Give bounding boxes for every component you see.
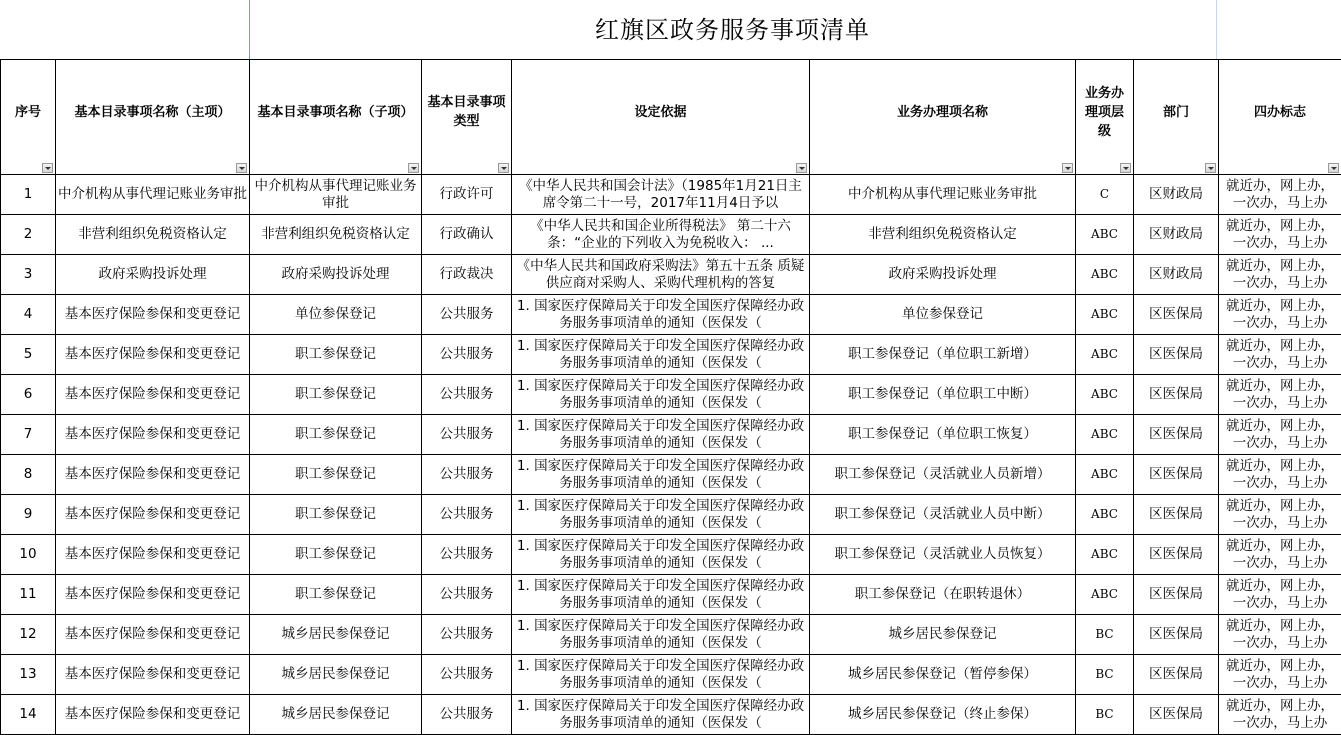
header-label: 基本目录事项名称（主项） [74, 105, 230, 120]
table-row [1, 215, 1341, 255]
cell-basis-text: 1. 国家医疗保障局关于印发全国医疗保障经办政务服务事项清单的通知（医保发（ [514, 498, 807, 532]
cell-flag[interactable] [1219, 295, 1341, 335]
cell-business-item[interactable] [810, 295, 1076, 335]
header-label: 设定依据 [634, 105, 686, 120]
cell-basis[interactable] [512, 455, 810, 495]
cell-item-type[interactable] [422, 415, 512, 455]
cell-business-item-text: 城乡居民参保登记（暂停参保） [812, 666, 1073, 683]
cell-item-type[interactable] [422, 335, 512, 375]
header-main-item[interactable] [56, 60, 250, 175]
cell-business-item-text: 职工参保登记（灵活就业人员恢复） [812, 546, 1073, 563]
cell-sub-item-text: 职工参保登记 [252, 426, 419, 443]
cell-sub-item[interactable] [250, 215, 422, 255]
cell-department[interactable] [1134, 335, 1219, 375]
cell-item-type-text: 公共服务 [440, 506, 494, 522]
cell-department-text: 区医保局 [1149, 466, 1203, 482]
cell-business-item[interactable] [810, 255, 1076, 295]
cell-main-item-text: 基本医疗保险参保和变更登记 [58, 546, 247, 563]
cell-business-item[interactable] [810, 575, 1076, 615]
header-department[interactable] [1134, 60, 1219, 175]
cell-basis-text: 1. 国家医疗保障局关于印发全国医疗保障经办政务服务事项清单的通知（医保发（ [514, 378, 807, 412]
cell-item-type[interactable] [422, 255, 512, 295]
cell-department[interactable] [1134, 575, 1219, 615]
cell-no[interactable] [1, 535, 56, 575]
cell-level[interactable] [1076, 535, 1134, 575]
cell-business-item[interactable] [810, 335, 1076, 375]
cell-item-type-text: 公共服务 [440, 706, 494, 722]
table-row [1, 655, 1341, 695]
cell-no-text: 5 [24, 346, 33, 362]
header-flag[interactable] [1219, 60, 1341, 175]
title-left-cell[interactable] [0, 0, 250, 60]
cell-flag-text: 就近办，网上办，一次办，马上办 [1221, 418, 1339, 452]
cell-business-item-text: 城乡居民参保登记 [812, 626, 1073, 643]
cell-item-type-text: 公共服务 [440, 626, 494, 642]
cell-no[interactable] [1, 295, 56, 335]
cell-department-text: 区医保局 [1149, 386, 1203, 402]
header-label: 部门 [1163, 105, 1189, 120]
cell-flag-text: 就近办，网上办，一次办，马上办 [1221, 458, 1339, 492]
header-no[interactable] [1, 60, 56, 175]
table-row [1, 695, 1341, 735]
cell-no-text: 7 [24, 426, 33, 442]
table-row [1, 615, 1341, 655]
cell-level-text: BC [1095, 627, 1113, 641]
cell-sub-item[interactable] [250, 175, 422, 215]
cell-business-item[interactable] [810, 375, 1076, 415]
cell-no[interactable] [1, 175, 56, 215]
cell-no[interactable] [1, 655, 56, 695]
header-label: 业务办理项名称 [897, 105, 988, 120]
cell-main-item[interactable] [56, 695, 250, 735]
cell-department-text: 区医保局 [1149, 626, 1203, 642]
header-sub-item[interactable] [250, 60, 422, 175]
cell-item-type-text: 公共服务 [440, 466, 494, 482]
cell-business-item-text: 职工参保登记（灵活就业人员新增） [812, 466, 1073, 483]
cell-department-text: 区医保局 [1149, 426, 1203, 442]
table-row [1, 415, 1341, 455]
cell-flag-text: 就近办，网上办，一次办，马上办 [1221, 498, 1339, 532]
filter-dropdown-icon[interactable] [1328, 163, 1339, 173]
cell-business-item-text: 中介机构从事代理记账业务审批 [812, 186, 1073, 203]
cell-no-text: 9 [24, 506, 33, 522]
cell-main-item[interactable] [56, 495, 250, 535]
cell-sub-item-text: 职工参保登记 [252, 346, 419, 363]
cell-department[interactable] [1134, 535, 1219, 575]
header-label: 业务办理项层级 [1085, 86, 1124, 139]
cell-item-type-text: 公共服务 [440, 666, 494, 682]
cell-department[interactable] [1134, 295, 1219, 335]
cell-level[interactable] [1076, 215, 1134, 255]
cell-level[interactable] [1076, 455, 1134, 495]
cell-basis-text: 1. 国家医疗保障局关于印发全国医疗保障经办政务服务事项清单的通知（医保发（ [514, 618, 807, 652]
cell-level-text: ABC [1091, 467, 1118, 481]
cell-item-type-text: 公共服务 [440, 306, 494, 322]
filter-dropdown-icon[interactable] [498, 163, 509, 173]
cell-basis[interactable] [512, 495, 810, 535]
header-business-item[interactable] [810, 60, 1076, 175]
cell-sub-item[interactable] [250, 255, 422, 295]
cell-level[interactable] [1076, 615, 1134, 655]
cell-no[interactable] [1, 415, 56, 455]
filter-dropdown-icon[interactable] [1062, 163, 1073, 173]
cell-level[interactable] [1076, 335, 1134, 375]
cell-basis-text: 1. 国家医疗保障局关于印发全国医疗保障经办政务服务事项清单的通知（医保发（ [514, 698, 807, 732]
cell-business-item[interactable] [810, 175, 1076, 215]
table-row [1, 575, 1341, 615]
cell-business-item-text: 职工参保登记（灵活就业人员中断） [812, 506, 1073, 523]
cell-flag-text: 就近办，网上办，一次办，马上办 [1221, 378, 1339, 412]
cell-basis-text: 《中华人民共和国政府采购法》第五十五条 质疑供应商对采购人、采购代理机构的答复 [514, 258, 807, 292]
cell-no-text: 12 [19, 626, 36, 642]
cell-level[interactable] [1076, 695, 1134, 735]
cell-flag[interactable] [1219, 575, 1341, 615]
cell-main-item-text: 政府采购投诉处理 [58, 266, 247, 283]
cell-level-text: ABC [1091, 347, 1118, 361]
cell-flag-text: 就近办，网上办，一次办，马上办 [1221, 338, 1339, 372]
cell-business-item-text: 职工参保登记（单位职工新增） [812, 346, 1073, 363]
cell-basis[interactable] [512, 215, 810, 255]
cell-department-text: 区财政局 [1149, 186, 1203, 202]
cell-business-item[interactable] [810, 415, 1076, 455]
cell-flag[interactable] [1219, 535, 1341, 575]
cell-sub-item-text: 职工参保登记 [252, 386, 419, 403]
cell-sub-item-text: 职工参保登记 [252, 466, 419, 483]
cell-item-type-text: 公共服务 [440, 346, 494, 362]
cell-sub-item[interactable] [250, 375, 422, 415]
cell-item-type[interactable] [422, 495, 512, 535]
cell-flag-text: 就近办，网上办，一次办，马上办 [1221, 658, 1339, 692]
cell-no[interactable] [1, 375, 56, 415]
header-label: 序号 [15, 105, 41, 120]
table-row [1, 255, 1341, 295]
cell-basis-text: 1. 国家医疗保障局关于印发全国医疗保障经办政务服务事项清单的通知（医保发（ [514, 338, 807, 372]
cell-basis[interactable] [512, 415, 810, 455]
cell-sub-item[interactable] [250, 335, 422, 375]
table-row [1, 295, 1341, 335]
cell-item-type[interactable] [422, 455, 512, 495]
cell-flag[interactable] [1219, 695, 1341, 735]
cell-department[interactable] [1134, 695, 1219, 735]
cell-item-type[interactable] [422, 615, 512, 655]
cell-business-item[interactable] [810, 495, 1076, 535]
cell-item-type[interactable] [422, 215, 512, 255]
cell-no[interactable] [1, 455, 56, 495]
cell-flag[interactable] [1219, 255, 1341, 295]
cell-sub-item[interactable] [250, 415, 422, 455]
cell-no-text: 1 [24, 186, 33, 202]
cell-level-text: BC [1095, 707, 1113, 721]
cell-flag-text: 就近办，网上办，一次办，马上办 [1221, 578, 1339, 612]
cell-sub-item-text: 中介机构从事代理记账业务审批 [252, 178, 419, 212]
filter-dropdown-icon[interactable] [408, 163, 419, 173]
cell-main-item[interactable] [56, 655, 250, 695]
cell-level[interactable] [1076, 415, 1134, 455]
table-row [1, 335, 1341, 375]
cell-no[interactable] [1, 695, 56, 735]
cell-sub-item[interactable] [250, 655, 422, 695]
table-row [1, 175, 1341, 215]
cell-business-item[interactable] [810, 535, 1076, 575]
cell-sub-item-text: 单位参保登记 [252, 306, 419, 323]
header-item-type[interactable] [422, 60, 512, 175]
cell-basis[interactable] [512, 655, 810, 695]
cell-basis-text: 《中华人民共和国企业所得税法》 第二十六条：“企业的下列收入为免税收入： ... [514, 218, 807, 252]
cell-sub-item-text: 非营利组织免税资格认定 [252, 226, 419, 243]
cell-main-item-text: 基本医疗保险参保和变更登记 [58, 706, 247, 723]
cell-item-type[interactable] [422, 695, 512, 735]
cell-sub-item-text: 职工参保登记 [252, 546, 419, 563]
cell-no-text: 13 [19, 666, 36, 682]
cell-business-item-text: 职工参保登记（单位职工中断） [812, 386, 1073, 403]
cell-main-item-text: 基本医疗保险参保和变更登记 [58, 626, 247, 643]
cell-flag-text: 就近办，网上办，一次办，马上办 [1221, 218, 1339, 252]
cell-main-item-text: 中介机构从事代理记账业务审批 [58, 186, 247, 203]
cell-sub-item[interactable] [250, 535, 422, 575]
cell-main-item[interactable] [56, 295, 250, 335]
cell-basis[interactable] [512, 335, 810, 375]
cell-basis-text: 1. 国家医疗保障局关于印发全国医疗保障经办政务服务事项清单的通知（医保发（ [514, 658, 807, 692]
cell-sub-item-text: 政府采购投诉处理 [252, 266, 419, 283]
cell-business-item-text: 单位参保登记 [812, 306, 1073, 323]
cell-basis-text: 1. 国家医疗保障局关于印发全国医疗保障经办政务服务事项清单的通知（医保发（ [514, 578, 807, 612]
cell-main-item-text: 基本医疗保险参保和变更登记 [58, 466, 247, 483]
cell-flag[interactable] [1219, 375, 1341, 415]
header-label: 基本目录事项类型 [427, 95, 505, 129]
cell-department[interactable] [1134, 615, 1219, 655]
filter-dropdown-icon[interactable] [1120, 163, 1131, 173]
cell-level[interactable] [1076, 495, 1134, 535]
cell-level[interactable] [1076, 175, 1134, 215]
cell-basis-text: 1. 国家医疗保障局关于印发全国医疗保障经办政务服务事项清单的通知（医保发（ [514, 458, 807, 492]
cell-sub-item-text: 城乡居民参保登记 [252, 706, 419, 723]
cell-no[interactable] [1, 255, 56, 295]
cell-sub-item[interactable] [250, 695, 422, 735]
cell-sub-item-text: 职工参保登记 [252, 506, 419, 523]
cell-business-item-text: 职工参保登记（在职转退休） [812, 586, 1073, 603]
cell-department-text: 区医保局 [1149, 346, 1203, 362]
cell-level-text: C [1100, 187, 1109, 201]
cell-basis[interactable] [512, 575, 810, 615]
filter-dropdown-icon[interactable] [796, 163, 807, 173]
table-row [1, 495, 1341, 535]
cell-item-type[interactable] [422, 535, 512, 575]
cell-main-item-text: 非营利组织免税资格认定 [58, 226, 247, 243]
cell-business-item-text: 非营利组织免税资格认定 [812, 226, 1073, 243]
cell-no-text: 2 [24, 226, 33, 242]
cell-level-text: ABC [1091, 387, 1118, 401]
cell-item-type[interactable] [422, 575, 512, 615]
cell-no-text: 10 [19, 546, 36, 562]
cell-sub-item-text: 城乡居民参保登记 [252, 666, 419, 683]
cell-flag-text: 就近办，网上办，一次办，马上办 [1221, 298, 1339, 332]
cell-item-type-text: 公共服务 [440, 586, 494, 602]
cell-department-text: 区财政局 [1149, 266, 1203, 282]
cell-flag[interactable] [1219, 615, 1341, 655]
cell-flag[interactable] [1219, 415, 1341, 455]
cell-flag-text: 就近办，网上办，一次办，马上办 [1221, 258, 1339, 292]
cell-level[interactable] [1076, 255, 1134, 295]
cell-item-type-text: 公共服务 [440, 426, 494, 442]
cell-sub-item-text: 职工参保登记 [252, 586, 419, 603]
cell-flag[interactable] [1219, 335, 1341, 375]
cell-main-item[interactable] [56, 255, 250, 295]
cell-department[interactable] [1134, 415, 1219, 455]
cell-item-type[interactable] [422, 375, 512, 415]
cell-basis[interactable] [512, 615, 810, 655]
cell-level-text: ABC [1091, 427, 1118, 441]
table-row [1, 375, 1341, 415]
cell-flag-text: 就近办，网上办，一次办，马上办 [1221, 538, 1339, 572]
cell-no[interactable] [1, 335, 56, 375]
cell-basis[interactable] [512, 255, 810, 295]
header-row [1, 60, 1341, 175]
cell-basis[interactable] [512, 175, 810, 215]
cell-item-type-text: 行政许可 [440, 186, 494, 202]
cell-no-text: 6 [24, 386, 33, 402]
cell-main-item-text: 基本医疗保险参保和变更登记 [58, 346, 247, 363]
cell-level[interactable] [1076, 295, 1134, 335]
header-basis[interactable] [512, 60, 810, 175]
cell-department[interactable] [1134, 495, 1219, 535]
cell-sub-item[interactable] [250, 295, 422, 335]
cell-sub-item-text: 城乡居民参保登记 [252, 626, 419, 643]
cell-level-text: ABC [1091, 307, 1118, 321]
cell-no[interactable] [1, 615, 56, 655]
cell-sub-item[interactable] [250, 575, 422, 615]
cell-no[interactable] [1, 575, 56, 615]
cell-no-text: 3 [24, 266, 33, 282]
cell-business-item-text: 职工参保登记（单位职工恢复） [812, 426, 1073, 443]
cell-main-item[interactable] [56, 455, 250, 495]
cell-main-item-text: 基本医疗保险参保和变更登记 [58, 506, 247, 523]
cell-department-text: 区财政局 [1149, 226, 1203, 242]
cell-level-text: ABC [1091, 547, 1118, 561]
cell-main-item[interactable] [56, 175, 250, 215]
cell-no[interactable] [1, 215, 56, 255]
cell-main-item[interactable] [56, 215, 250, 255]
cell-department-text: 区医保局 [1149, 666, 1203, 682]
cell-department[interactable] [1134, 215, 1219, 255]
filter-dropdown-icon[interactable] [42, 163, 53, 173]
cell-department[interactable] [1134, 455, 1219, 495]
cell-department[interactable] [1134, 655, 1219, 695]
cell-level-text: BC [1095, 667, 1113, 681]
cell-item-type[interactable] [422, 655, 512, 695]
cell-item-type-text: 行政确认 [440, 226, 494, 242]
filter-dropdown-icon[interactable] [1205, 163, 1216, 173]
cell-business-item-text: 政府采购投诉处理 [812, 266, 1073, 283]
cell-main-item-text: 基本医疗保险参保和变更登记 [58, 426, 247, 443]
cell-item-type-text: 公共服务 [440, 546, 494, 562]
cell-main-item-text: 基本医疗保险参保和变更登记 [58, 386, 247, 403]
cell-flag[interactable] [1219, 215, 1341, 255]
title-right-cell[interactable] [1216, 0, 1341, 60]
cell-main-item[interactable] [56, 415, 250, 455]
cell-business-item[interactable] [810, 655, 1076, 695]
cell-no-text: 11 [19, 586, 36, 602]
filter-dropdown-icon[interactable] [236, 163, 247, 173]
cell-main-item-text: 基本医疗保险参保和变更登记 [58, 666, 247, 683]
cell-business-item[interactable] [810, 615, 1076, 655]
cell-item-type-text: 公共服务 [440, 386, 494, 402]
cell-business-item[interactable] [810, 455, 1076, 495]
cell-flag[interactable] [1219, 175, 1341, 215]
cell-main-item-text: 基本医疗保险参保和变更登记 [58, 306, 247, 323]
cell-item-type[interactable] [422, 175, 512, 215]
cell-no-text: 4 [24, 306, 33, 322]
cell-department[interactable] [1134, 175, 1219, 215]
table-row [1, 535, 1341, 575]
cell-sub-item[interactable] [250, 495, 422, 535]
cell-no-text: 14 [19, 706, 36, 722]
table-row [1, 455, 1341, 495]
cell-level-text: ABC [1091, 267, 1118, 281]
cell-sub-item[interactable] [250, 455, 422, 495]
cell-level-text: ABC [1091, 227, 1118, 241]
cell-no[interactable] [1, 495, 56, 535]
cell-level-text: ABC [1091, 507, 1118, 521]
cell-no-text: 8 [24, 466, 33, 482]
cell-basis[interactable] [512, 695, 810, 735]
cell-department-text: 区医保局 [1149, 706, 1203, 722]
cell-department[interactable] [1134, 375, 1219, 415]
cell-department-text: 区医保局 [1149, 306, 1203, 322]
cell-level-text: ABC [1091, 587, 1118, 601]
cell-flag[interactable] [1219, 655, 1341, 695]
cell-main-item[interactable] [56, 575, 250, 615]
cell-department[interactable] [1134, 255, 1219, 295]
cell-basis-text: 1. 国家医疗保障局关于印发全国医疗保障经办政务服务事项清单的通知（医保发（ [514, 418, 807, 452]
cell-level[interactable] [1076, 575, 1134, 615]
cell-main-item[interactable] [56, 535, 250, 575]
cell-basis[interactable] [512, 375, 810, 415]
cell-department-text: 区医保局 [1149, 506, 1203, 522]
cell-basis-text: 1. 国家医疗保障局关于印发全国医疗保障经办政务服务事项清单的通知（医保发（ [514, 538, 807, 572]
cell-item-type-text: 行政裁决 [440, 266, 494, 282]
cell-flag-text: 就近办，网上办，一次办，马上办 [1221, 618, 1339, 652]
service-items-table [0, 59, 1341, 735]
cell-level[interactable] [1076, 375, 1134, 415]
title-row [0, 0, 1341, 59]
cell-flag-text: 就近办，网上办，一次办，马上办 [1221, 178, 1339, 212]
cell-flag[interactable] [1219, 495, 1341, 535]
cell-main-item[interactable] [56, 375, 250, 415]
cell-main-item[interactable] [56, 615, 250, 655]
cell-business-item[interactable] [810, 215, 1076, 255]
cell-business-item-text: 城乡居民参保登记（终止参保） [812, 706, 1073, 723]
cell-basis[interactable] [512, 295, 810, 335]
header-label: 四办标志 [1254, 105, 1306, 120]
cell-basis-text: 1. 国家医疗保障局关于印发全国医疗保障经办政务服务事项清单的通知（医保发（ [514, 298, 807, 332]
cell-main-item[interactable] [56, 335, 250, 375]
cell-department-text: 区医保局 [1149, 586, 1203, 602]
cell-basis[interactable] [512, 535, 810, 575]
header-level[interactable] [1076, 60, 1134, 175]
cell-business-item[interactable] [810, 695, 1076, 735]
cell-department-text: 区医保局 [1149, 546, 1203, 562]
sheet-title[interactable]: 红旗区政务服务事项清单 [249, 0, 1216, 60]
cell-flag[interactable] [1219, 455, 1341, 495]
cell-flag-text: 就近办，网上办，一次办，马上办 [1221, 698, 1339, 732]
cell-level[interactable] [1076, 655, 1134, 695]
cell-main-item-text: 基本医疗保险参保和变更登记 [58, 586, 247, 603]
cell-sub-item[interactable] [250, 615, 422, 655]
header-label: 基本目录事项名称（子项） [257, 105, 413, 120]
cell-item-type[interactable] [422, 295, 512, 335]
cell-basis-text: 《中华人民共和国会计法》（1985年1月21日主席令第二十一号，2017年11月4日予以 [514, 178, 807, 212]
